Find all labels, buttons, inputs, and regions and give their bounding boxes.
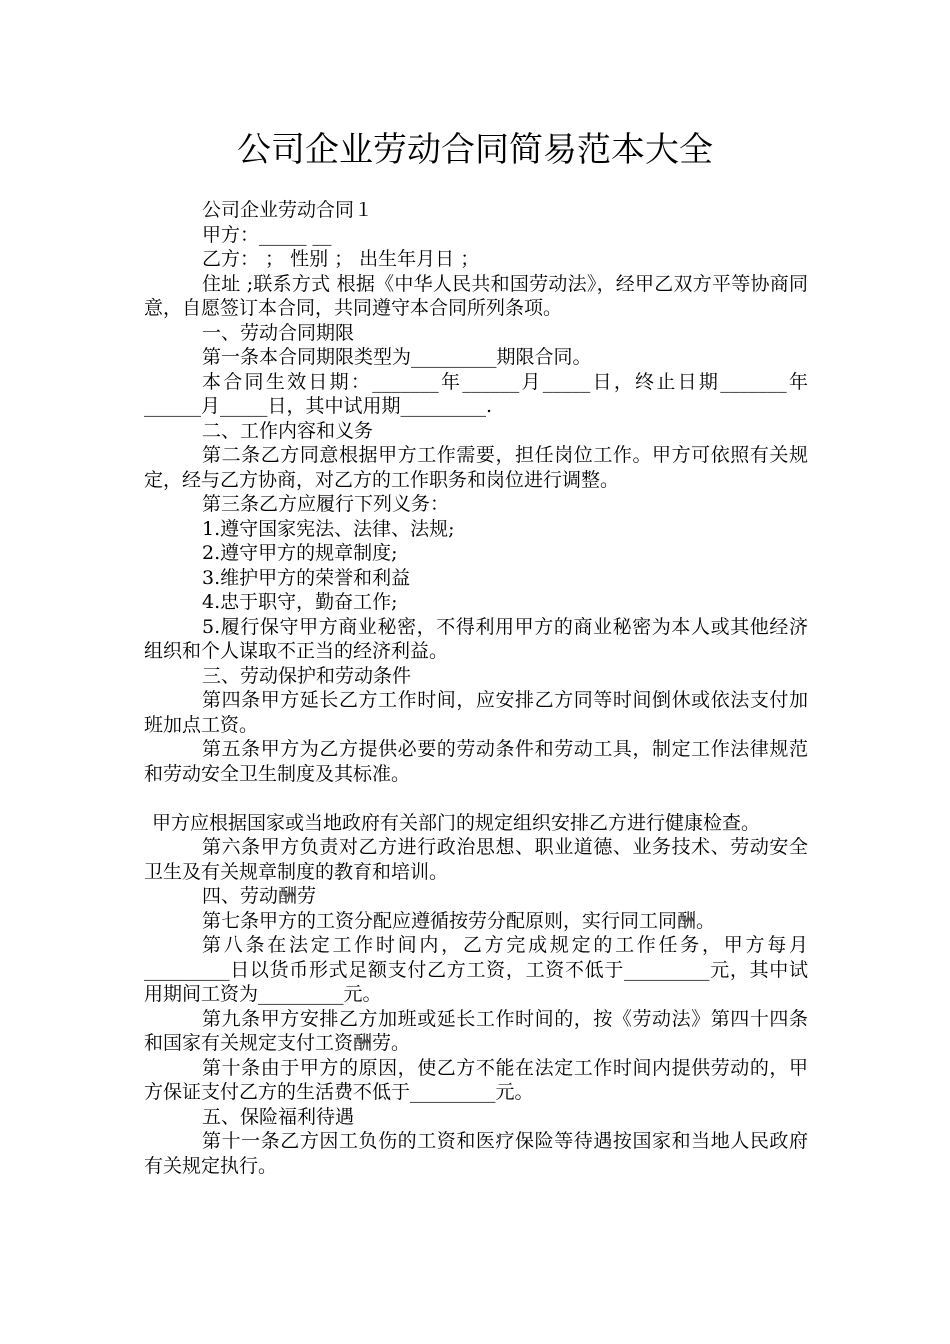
section-heading: 四、劳动酬劳: [202, 885, 317, 907]
contract-heading: 公司企业劳动合同１: [202, 199, 374, 221]
clause-paragraph: 第八条在法定工作时间内，乙方完成规定的工作任务，甲方每月_________日以货币形式足额支付乙方工资，工资不低于_________元，其中试用期间工资为_________元。: [144, 934, 808, 1005]
list-item: 5.履行保守甲方商业秘密，不得利用甲方的商业秘密为本人或其他经济组织和个人谋取不正当的经济利益。: [144, 615, 808, 662]
clause-paragraph: 第六条甲方负责对乙方进行政治思想、职业道德、业务技术、劳动安全卫生及有关规章制度的教育和培训。: [144, 836, 808, 883]
clause-paragraph: 第九条甲方安排乙方加班或延长工作时间的，按《劳动法》第四十四条和国家有关规定支付工资酬劳。: [144, 1007, 808, 1054]
section-heading: 五、保险福利待遇: [202, 1105, 355, 1128]
section-heading: 二、工作内容和义务: [202, 419, 374, 442]
preamble-paragraph: 住址 ;联系方式 根据《中华人民共和国劳动法》，经甲乙双方平等协商同意，自愿签订本合同，共同遵守本合同所列条项。: [144, 272, 808, 319]
clause-paragraph: 第七条甲方的工资分配应遵循按劳分配原则，实行同工同酬。: [202, 909, 716, 932]
clause-paragraph: 甲方应根据国家或当地政府有关部门的规定组织安排乙方进行健康检查。: [152, 811, 761, 834]
clause-paragraph: 第五条甲方为乙方提供必要的劳动条件和劳动工具，制定工作法律规范和劳动安全卫生制度及其标准。: [144, 738, 808, 785]
list-item: 2.遵守甲方的规章制度;: [202, 542, 398, 564]
clause-paragraph: 第四条甲方延长乙方工作时间，应安排乙方同等时间倒休或依法支付加班加点工资。: [144, 689, 808, 736]
blank-line: [144, 786, 808, 811]
list-item: 4.忠于职守，勤奋工作;: [202, 591, 398, 613]
party-a-line: 甲方：_____ __: [202, 223, 332, 246]
clause-paragraph: 第十一条乙方因工负伤的工资和医疗保险等待遇按国家和当地人民政府有关规定执行。: [144, 1130, 808, 1177]
list-item: 3.维护甲方的荣誉和利益: [202, 566, 411, 589]
clause-paragraph: 本合同生效日期：_______年______月_____日，终止日期_______年______月_____日，其中试用期_________.: [144, 370, 808, 417]
clause-paragraph: 第二条乙方同意根据甲方工作需要，担任岗位工作。甲方可依照有关规定，经与乙方协商，对乙方的工作职务和岗位进行调整。: [144, 444, 808, 491]
section-heading: 一、劳动合同期限: [202, 321, 355, 344]
list-item: 1.遵守国家宪法、法律、法规;: [202, 517, 455, 540]
clause-paragraph: 第一条本合同期限类型为_________期限合同。: [202, 346, 592, 368]
clause-paragraph: 第十条由于甲方的原因，使乙方不能在法定工作时间内提供劳动的，甲方保证支付乙方的生活费不低于_________元。: [144, 1056, 808, 1103]
document-body: [144, 198, 808, 1178]
section-heading: 三、劳动保护和劳动条件: [202, 664, 412, 687]
party-b-line: 乙方： ； 性别 ； 出生年月日 ；: [202, 248, 480, 270]
document-title: 公司企业劳动合同简易范本大全: [237, 130, 713, 170]
clause-paragraph: 第三条乙方应履行下列义务：: [202, 493, 450, 515]
